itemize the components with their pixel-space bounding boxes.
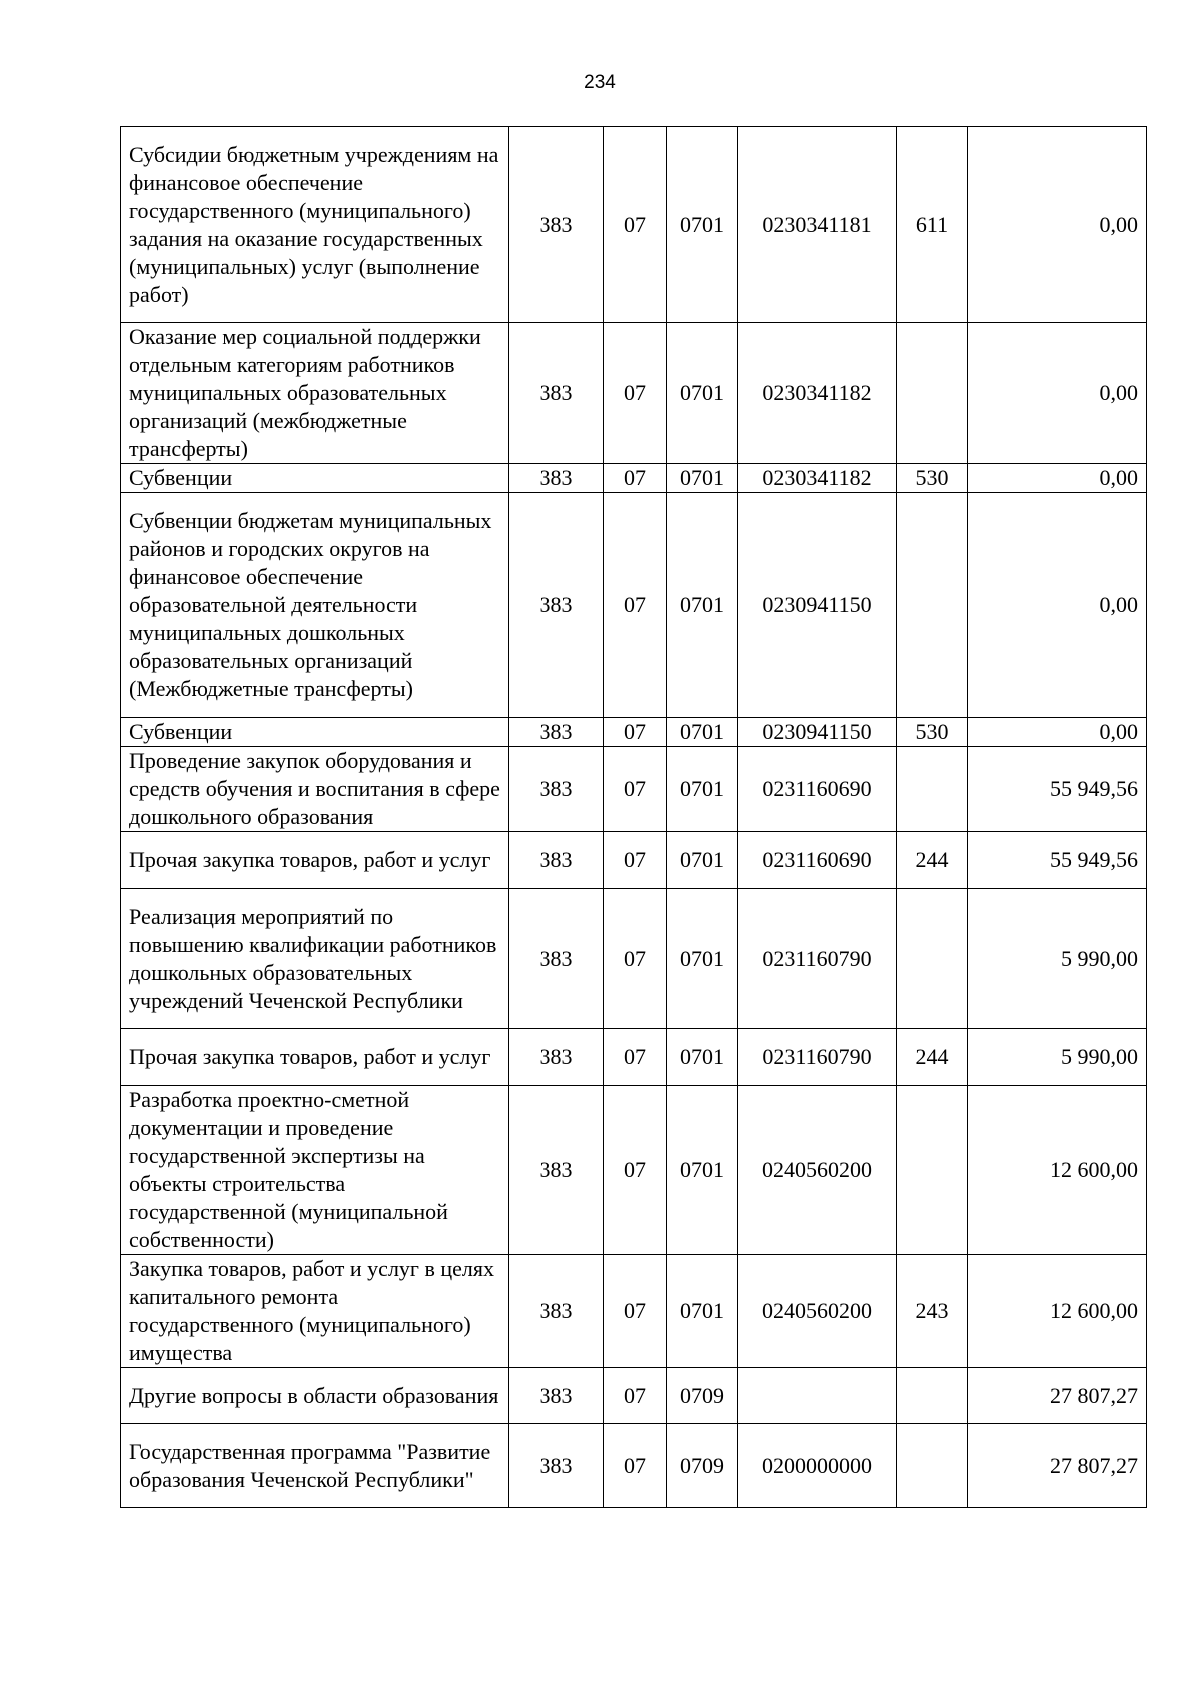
row-subsection-code: 0701 <box>667 1029 738 1086</box>
row-subsection-code: 0701 <box>667 889 738 1029</box>
row-grbs-code: 383 <box>509 1424 604 1508</box>
row-target-article: 0240560200 <box>738 1255 897 1368</box>
row-section-code: 07 <box>604 493 667 718</box>
row-grbs-code: 383 <box>509 1029 604 1086</box>
table-row <box>121 127 1147 323</box>
row-name: Субвенции бюджетам муниципальных районов и городских округов на финансовое обеспечение образовательной деятельности муниципальных дошкольных образовательных организаций (Межбюджетные трансферты) <box>121 493 509 718</box>
row-target-article: 0240560200 <box>738 1086 897 1255</box>
row-amount: 5 990,00 <box>968 1029 1147 1086</box>
row-expense-type <box>897 1368 968 1424</box>
row-expense-type: 244 <box>897 832 968 889</box>
budget-table <box>120 126 1147 1508</box>
row-subsection-code: 0701 <box>667 1255 738 1368</box>
row-target-article: 0231160790 <box>738 889 897 1029</box>
row-amount: 27 807,27 <box>968 1424 1147 1508</box>
row-subsection-code: 0701 <box>667 127 738 323</box>
row-section-code: 07 <box>604 127 667 323</box>
table-row <box>121 889 1147 1029</box>
row-target-article: 0230341181 <box>738 127 897 323</box>
row-subsection-code: 0709 <box>667 1368 738 1424</box>
row-name: Оказание мер социальной поддержки отдельным категориям работников муниципальных образовательных организаций (межбюджетные трансферты) <box>121 323 509 464</box>
table-row <box>121 493 1147 718</box>
row-expense-type: 244 <box>897 1029 968 1086</box>
row-expense-type: 530 <box>897 718 968 747</box>
row-amount: 0,00 <box>968 464 1147 493</box>
row-target-article: 0230941150 <box>738 493 897 718</box>
row-amount: 0,00 <box>968 493 1147 718</box>
row-subsection-code: 0709 <box>667 1424 738 1508</box>
row-amount: 5 990,00 <box>968 889 1147 1029</box>
row-target-article: 0231160790 <box>738 1029 897 1086</box>
row-subsection-code: 0701 <box>667 493 738 718</box>
row-target-article: 0231160690 <box>738 832 897 889</box>
row-grbs-code: 383 <box>509 1255 604 1368</box>
table-row <box>121 1424 1147 1508</box>
row-subsection-code: 0701 <box>667 1086 738 1255</box>
row-name: Субсидии бюджетным учреждениям на финансовое обеспечение государственного (муниципального) задания на оказание государственных (муниципальных) услуг (выполнение работ) <box>121 127 509 323</box>
row-section-code: 07 <box>604 832 667 889</box>
table-row <box>121 718 1147 747</box>
row-target-article: 0231160690 <box>738 747 897 832</box>
table-row <box>121 464 1147 493</box>
row-expense-type <box>897 889 968 1029</box>
row-subsection-code: 0701 <box>667 464 738 493</box>
row-expense-type: 530 <box>897 464 968 493</box>
table-row <box>121 1368 1147 1424</box>
row-expense-type <box>897 323 968 464</box>
row-grbs-code: 383 <box>509 718 604 747</box>
row-name: Субвенции <box>121 718 509 747</box>
row-name: Проведение закупок оборудования и средств обучения и воспитания в сфере дошкольного образования <box>121 747 509 832</box>
row-section-code: 07 <box>604 464 667 493</box>
row-subsection-code: 0701 <box>667 718 738 747</box>
row-target-article: 0200000000 <box>738 1424 897 1508</box>
table-row <box>121 747 1147 832</box>
row-amount: 55 949,56 <box>968 747 1147 832</box>
row-section-code: 07 <box>604 323 667 464</box>
row-subsection-code: 0701 <box>667 747 738 832</box>
row-target-article: 0230941150 <box>738 718 897 747</box>
row-expense-type <box>897 747 968 832</box>
row-name: Разработка проектно-сметной документации и проведение государственной экспертизы на объекты строительства государственной (муниципальной собственности) <box>121 1086 509 1255</box>
row-section-code: 07 <box>604 1368 667 1424</box>
row-grbs-code: 383 <box>509 127 604 323</box>
row-section-code: 07 <box>604 1086 667 1255</box>
row-grbs-code: 383 <box>509 889 604 1029</box>
row-expense-type <box>897 1424 968 1508</box>
row-name: Реализация мероприятий по повышению квалификации работников дошкольных образовательных учреждений Чеченской Республики <box>121 889 509 1029</box>
row-expense-type <box>897 493 968 718</box>
row-target-article: 0230341182 <box>738 464 897 493</box>
row-amount: 0,00 <box>968 323 1147 464</box>
row-name: Прочая закупка товаров, работ и услуг <box>121 832 509 889</box>
row-amount: 0,00 <box>968 718 1147 747</box>
row-amount: 55 949,56 <box>968 832 1147 889</box>
table-row <box>121 1086 1147 1255</box>
row-expense-type: 243 <box>897 1255 968 1368</box>
row-amount: 12 600,00 <box>968 1086 1147 1255</box>
row-grbs-code: 383 <box>509 1368 604 1424</box>
row-name: Другие вопросы в области образования <box>121 1368 509 1424</box>
row-grbs-code: 383 <box>509 464 604 493</box>
row-section-code: 07 <box>604 1029 667 1086</box>
row-section-code: 07 <box>604 747 667 832</box>
table-row <box>121 323 1147 464</box>
row-name: Субвенции <box>121 464 509 493</box>
page-number: 234 <box>584 72 616 93</box>
row-grbs-code: 383 <box>509 323 604 464</box>
row-amount: 12 600,00 <box>968 1255 1147 1368</box>
row-name: Прочая закупка товаров, работ и услуг <box>121 1029 509 1086</box>
row-amount: 27 807,27 <box>968 1368 1147 1424</box>
table-row <box>121 1255 1147 1368</box>
table-row <box>121 832 1147 889</box>
row-section-code: 07 <box>604 1424 667 1508</box>
row-amount: 0,00 <box>968 127 1147 323</box>
row-expense-type <box>897 1086 968 1255</box>
row-name: Государственная программа "Развитие образования Чеченской Республики" <box>121 1424 509 1508</box>
row-target-article <box>738 1368 897 1424</box>
row-grbs-code: 383 <box>509 493 604 718</box>
row-section-code: 07 <box>604 889 667 1029</box>
row-expense-type: 611 <box>897 127 968 323</box>
row-section-code: 07 <box>604 718 667 747</box>
row-subsection-code: 0701 <box>667 323 738 464</box>
row-name: Закупка товаров, работ и услуг в целях капитального ремонта государственного (муниципального) имущества <box>121 1255 509 1368</box>
table-row <box>121 1029 1147 1086</box>
row-target-article: 0230341182 <box>738 323 897 464</box>
row-subsection-code: 0701 <box>667 832 738 889</box>
row-grbs-code: 383 <box>509 1086 604 1255</box>
row-section-code: 07 <box>604 1255 667 1368</box>
row-grbs-code: 383 <box>509 832 604 889</box>
row-grbs-code: 383 <box>509 747 604 832</box>
